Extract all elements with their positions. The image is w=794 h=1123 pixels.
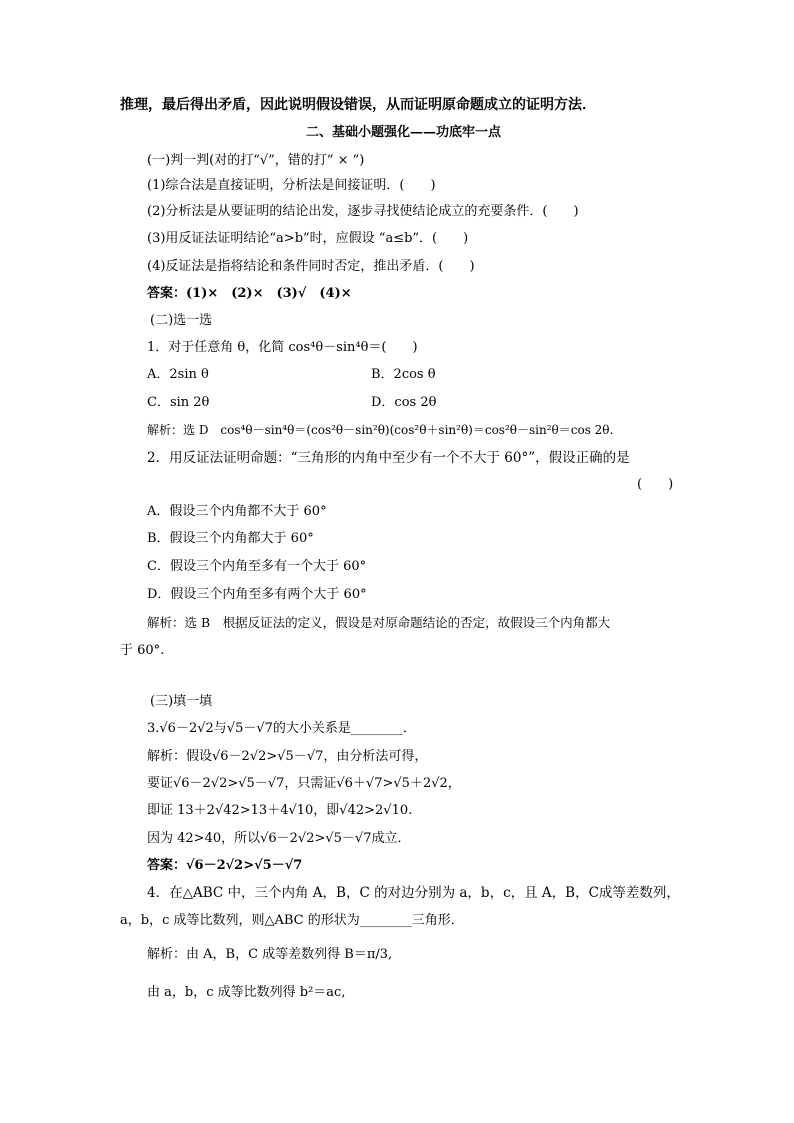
q2-option-c: C．假设三个内角至多有一个大于 60° [147, 559, 367, 574]
intro-line: 推理，最后得出矛盾，因此说明假设错误，从而证明原命题成立的证明方法． [120, 97, 596, 113]
judge-item-2: (2)分析法是从要证明的结论出发，逐步寻找使结论成立的充要条件．( ) [147, 204, 579, 219]
q2-option-a: A．假设三个内角都不大于 60° [147, 504, 327, 519]
q4-solution-line2: 由 a，b，c 成等比数列得 b²＝ac, [147, 985, 346, 1000]
q1-option-c: C．sin 2θ [147, 395, 210, 410]
q3-solution-line1: 解析：假设√6－2√2>√5－√7，由分析法可得， [147, 749, 428, 764]
q4-solution-line1: 解析：由 A，B，C 成等差数列得 B＝π/3, [147, 947, 393, 962]
q3-stem: 3.√6－2√2与√5－√7的大小关系是________． [147, 721, 416, 736]
q1-option-b: B．2cos θ [371, 367, 436, 382]
q3-answer: 答案：√6－2√2>√5－√7 [147, 858, 303, 873]
q4-stem-line1: 4．在△ABC 中，三个内角 A，B，C 的对边分别为 a，b，c，且 A，B，C成等差数列， [147, 885, 680, 901]
q2-stem: 2．用反证法证明命题：“三角形的内角中至少有一个不大于 60°”，假设正确的是 [147, 450, 630, 466]
q1-option-a: A．2sin θ [147, 367, 209, 382]
q2-option-b: B．假设三个内角都大于 60° [147, 531, 314, 546]
part2-heading: (二)选一选 [150, 313, 213, 328]
part3-heading: (三)填一填 [150, 694, 213, 709]
judge-item-4: (4)反证法是指将结论和条件同时否定，推出矛盾．( ) [147, 259, 475, 274]
q2-option-d: D．假设三个内角至多有两个大于 60° [147, 587, 367, 602]
part1-heading: (一)判一判(对的打“√”，错的打“ × ”) [147, 153, 365, 168]
q4-stem-line2: a，b，c 成等比数列，则△ABC 的形状为________三角形． [120, 913, 464, 928]
q1-solution: 解析：选 D cos⁴θ－sin⁴θ＝(cos²θ－sin²θ)(cos²θ＋sin²θ)＝cos²θ－sin²θ＝cos 2θ. [147, 423, 614, 437]
q2-answer-blank: ( ) [637, 477, 674, 492]
q3-solution-line3: 即证 13＋2√42>13＋4√10，即√42>2√10. [147, 803, 413, 818]
q3-solution-line2: 要证√6－2√2>√5－√7，只需证√6＋√7>√5＋2√2， [147, 776, 461, 791]
q1-option-d: D．cos 2θ [371, 395, 437, 410]
part1-answer: 答案：(1)× (2)× (3)√ (4)× [147, 286, 352, 301]
q2-solution-line2: 于 60°. [120, 643, 165, 658]
judge-item-3: (3)用反证法证明结论“a>b”时，应假设 “a≤b”．( ) [147, 231, 469, 246]
q3-solution-line4: 因为 42>40，所以√6－2√2>√5－√7成立． [147, 831, 411, 846]
section-title: 二、基础小题强化——功底牢一点 [306, 125, 502, 140]
q1-stem: 1．对于任意角 θ，化简 cos⁴θ－sin⁴θ＝( ) [147, 340, 418, 355]
judge-item-1: (1)综合法是直接证明，分析法是间接证明．( ) [147, 178, 436, 193]
q2-solution-line1: 解析：选 B 根据反证法的定义，假设是对原命题结论的否定，故假设三个内角都大 [147, 615, 611, 630]
